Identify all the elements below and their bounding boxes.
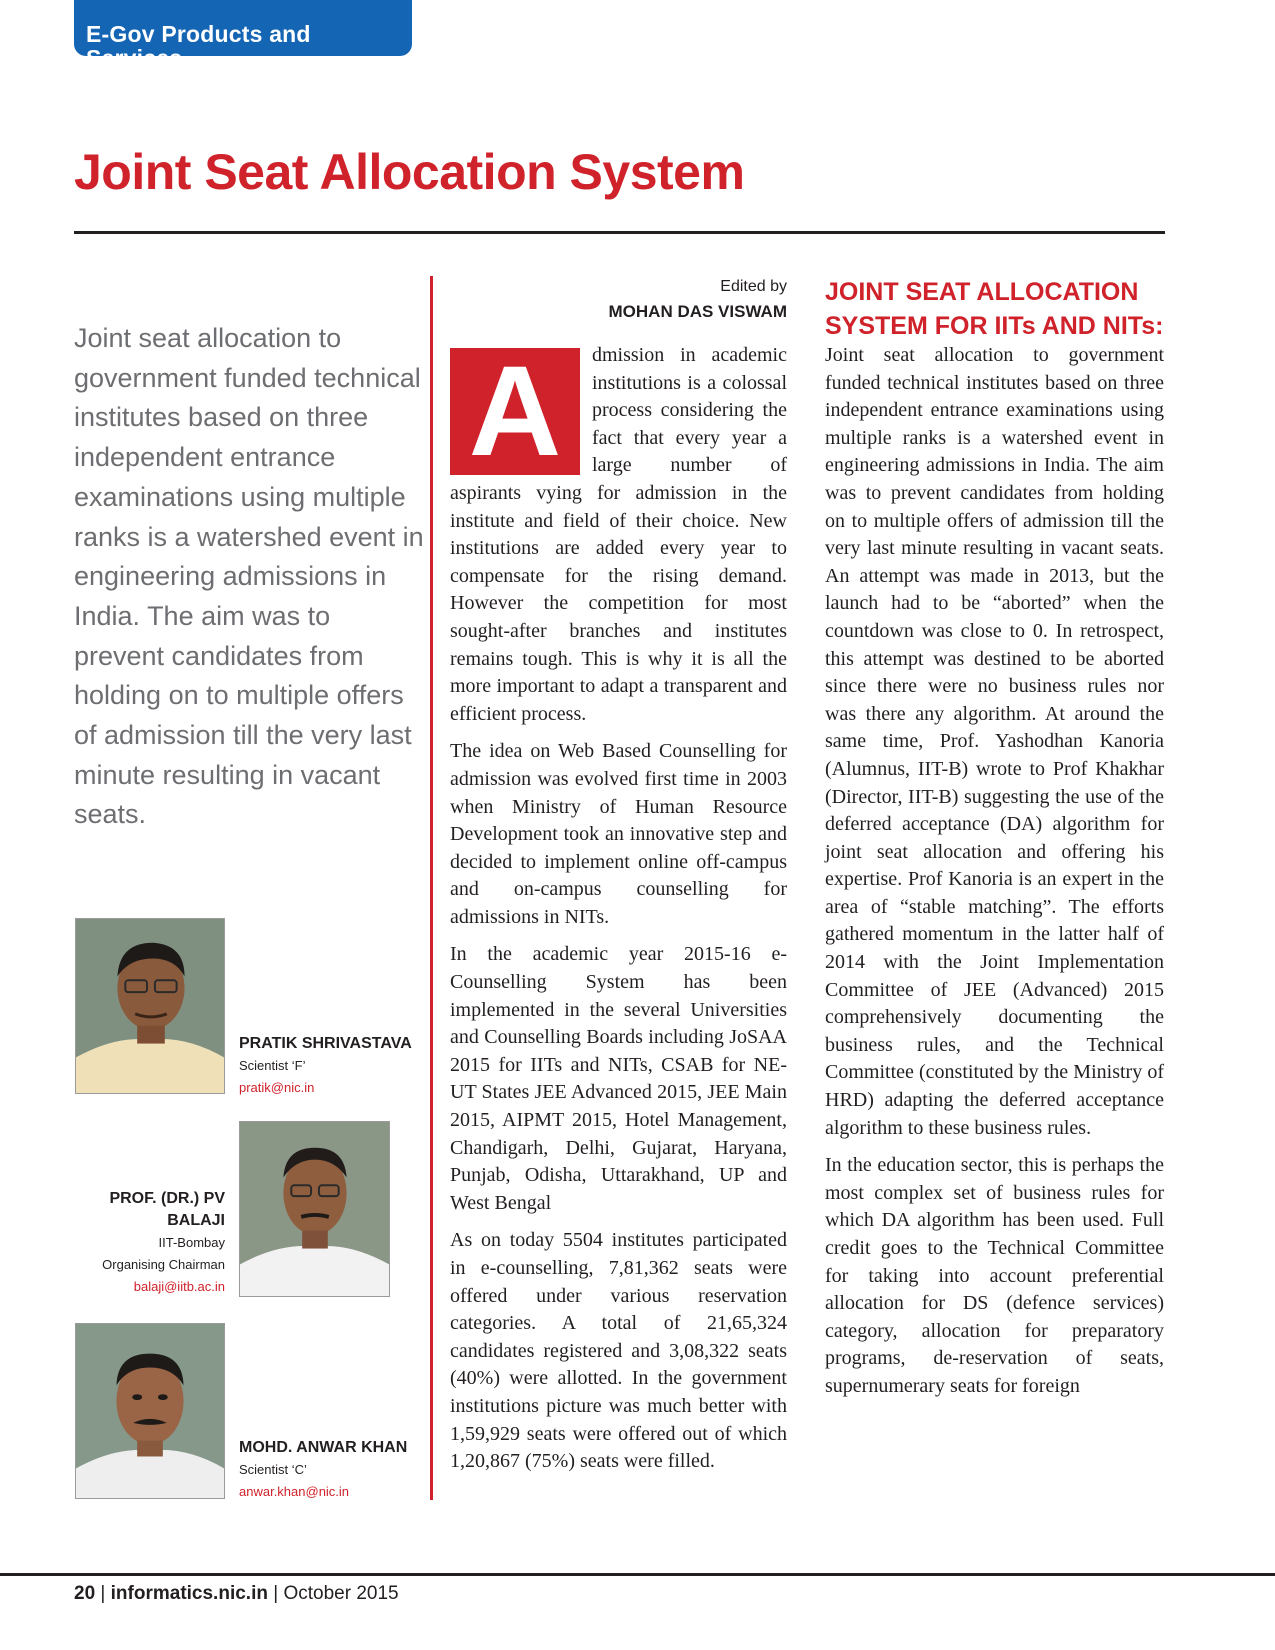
editor-credit <box>450 274 787 324</box>
author-email[interactable]: anwar.khan@nic.in <box>239 1484 350 1499</box>
page-number: 20 <box>74 1583 96 1604</box>
main-article-column <box>450 342 787 1486</box>
author-role: Scientist ‘C’ <box>239 1462 307 1477</box>
author-role: Organising Chairman <box>102 1257 225 1272</box>
sidebar-column <box>825 342 1164 1411</box>
author-byline-2 <box>74 1188 225 1298</box>
author-email[interactable]: pratik@nic.in <box>239 1080 315 1095</box>
footer-separator: | <box>267 1583 284 1604</box>
editor-label: Edited by <box>720 278 787 295</box>
article-paragraph: In the academic year 2015-16 e-Counselling System has been implemented in the several Universities and Counselling Boards including JoSAA 2015 for IITs and NITs, CSAB for NE-UT States JEE Advanced 2015, JEE Main 2015, AIPMT 2015, Hotel Management, Chandigarh, Delhi, Gujarat, Haryana, Punjab, Odisha, Uttarakhand, UP and West Bengal <box>450 943 787 1214</box>
author-photo-balaji <box>239 1121 390 1297</box>
sidebar-paragraph: Joint seat allocation to government funded technical institutes based on three independent entrance examinations using multiple ranks is a watershed event in engineering admissions in India. The aim was to prevent candidates from holding on to multiple offers of admission till the very last minute resulting in vacant seats. An attempt was made in 2013, but the launch had to be “aborted” when the countdown was close to 0. In retrospect, this attempt was destined to be aborted since there were no business rules nor was there any algorithm. At around the same time, Prof. Yashodhan Kanoria (Alumnus, IIT-B) wrote to Prof Khakhar (Director, IIT-B) suggesting the use of the deferred acceptance (DA) algorithm for joint seat allocation and offering his expertise. Prof Kanoria is an expert in the area of “stable matching”. The efforts gathered momentum in the latter half of 2014 with the Joint Implementation Committee of JEE (Advanced) 2015 comprehensively documenting the business rules, and the Technical Committee (constituted by the Ministry of HRD) adapting the deferred acceptance algorithm to these business rules. <box>825 344 1164 1139</box>
article-paragraph <box>450 342 787 728</box>
column-divider <box>430 276 433 1500</box>
title-divider <box>74 231 1165 234</box>
editor-name: MOHAN DAS VISWAM <box>608 302 787 321</box>
drop-cap: A <box>450 348 580 475</box>
author-name: PROF. (DR.) PV BALAJI <box>109 1190 225 1229</box>
issue-date: October 2015 <box>283 1583 399 1604</box>
footer-divider <box>0 1573 1275 1576</box>
section-label: E-Gov Products and Services <box>74 0 412 56</box>
page-footer <box>74 1581 399 1607</box>
article-paragraph: As on today 5504 institutes participated in e-counselling, 7,81,362 seats were offered under various reservation categories. A total of 21,65,324 candidates registered and 3,08,322 seats (40%) were allotted. In the government institutions picture was much better with 1,59,929 seats were offered out of which 1,20,867 (75%) seats were filled. <box>450 1229 787 1473</box>
footer-separator: | <box>95 1583 111 1604</box>
author-name: MOHD. ANWAR KHAN <box>239 1439 408 1456</box>
sidebar-heading: JOINT SEAT ALLOCATION SYSTEM FOR IITs AND NITs: <box>825 278 1164 340</box>
author-photo-anwar <box>75 1323 225 1499</box>
author-byline-3 <box>239 1437 429 1503</box>
author-name: PRATIK SHRIVASTAVA <box>239 1035 412 1052</box>
author-email[interactable]: balaji@iitb.ac.in <box>133 1279 225 1294</box>
author-byline-1 <box>239 1033 429 1099</box>
author-photo-pratik <box>75 918 225 1094</box>
paragraph-text: dmission in academic institutions is a colossal process considering the fact that every year a large number of aspirants vying for admission in the institute and field of their choice. New institutions are added every year to compensate for the rising demand. However the competition for most sought-after branches and institutes remains tough. This is why it is all the more important to adapt a transparent and efficient process. <box>450 344 787 725</box>
author-role: Scientist ‘F’ <box>239 1058 306 1073</box>
pullquote: Joint seat allocation to government funded technical institutes based on three independent entrance examinations using multiple ranks is a watershed event in engineering admissions in India. The aim was to prevent candidates from holding on to multiple offers of admission till the very last minute resulting in vacant seats. <box>74 323 424 830</box>
site-name[interactable]: informatics.nic.in <box>110 1583 268 1604</box>
page-title: Joint Seat Allocation System <box>74 144 745 200</box>
author-affiliation: IIT-Bombay <box>158 1235 225 1250</box>
article-paragraph: The idea on Web Based Counselling for admission was evolved first time in 2003 when Ministry of Human Resource Development took an innovative step and decided to implement online off-campus and on-campus counselling for admissions in NITs. <box>450 740 787 928</box>
sidebar-paragraph: In the education sector, this is perhaps the most complex set of business rules for which DA algorithm has been used. Full credit goes to the Technical Committee for taking into account preferential allocation for DS (defence services) category, allocation for preparatory programs, de-reservation of seats, supernumerary seats for foreign <box>825 1154 1164 1397</box>
